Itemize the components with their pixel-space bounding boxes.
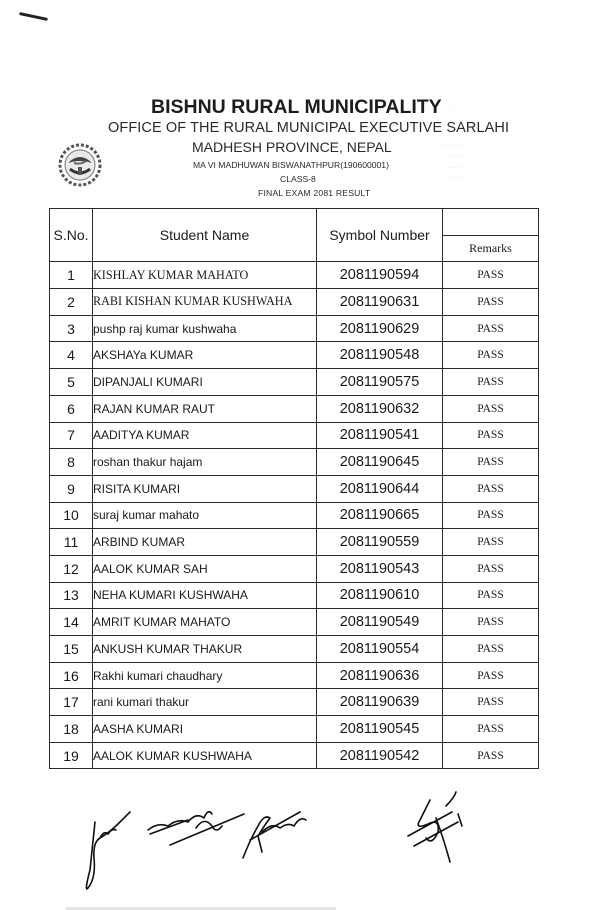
table-row xyxy=(50,395,539,422)
row-remarks: PASS xyxy=(443,289,539,316)
row-student-name: AALOK KUMAR SAH xyxy=(93,555,317,582)
row-sno: 11 xyxy=(50,529,93,556)
row-remarks: PASS xyxy=(443,475,539,502)
row-symbol-number: 2081190542 xyxy=(317,742,443,769)
row-symbol-number: 2081190629 xyxy=(317,315,443,342)
row-student-name: rani kumari thakur xyxy=(93,689,317,716)
table-row xyxy=(50,716,539,743)
row-student-name: ANKUSH KUMAR THAKUR xyxy=(93,636,317,663)
header-remarks: Remarks xyxy=(443,235,539,262)
table-row xyxy=(50,662,539,689)
row-symbol-number: 2081190543 xyxy=(317,555,443,582)
row-remarks: PASS xyxy=(443,582,539,609)
table-row xyxy=(50,342,539,369)
class-label: CLASS-8 xyxy=(280,174,316,184)
table-row xyxy=(50,422,539,449)
row-remarks: PASS xyxy=(443,449,539,476)
svg-text:· ·: · · xyxy=(460,185,466,191)
row-student-name: KISHLAY KUMAR MAHATO xyxy=(93,262,317,289)
table-row xyxy=(50,502,539,529)
row-sno: 1 xyxy=(50,262,93,289)
row-student-name: NEHA KUMARI KUSHWAHA xyxy=(93,582,317,609)
row-symbol-number: 2081190665 xyxy=(317,502,443,529)
row-remarks: PASS xyxy=(443,342,539,369)
row-sno: 6 xyxy=(50,395,93,422)
table-row xyxy=(50,742,539,769)
table-row xyxy=(50,636,539,663)
row-sno: 3 xyxy=(50,315,93,342)
pen-mark xyxy=(19,12,48,21)
row-symbol-number: 2081190594 xyxy=(317,262,443,289)
table-row xyxy=(50,689,539,716)
nepal-emblem-icon xyxy=(58,143,102,187)
svg-text:··· · ·: ··· · · xyxy=(450,165,464,171)
row-sno: 2 xyxy=(50,289,93,316)
row-remarks: PASS xyxy=(443,636,539,663)
row-student-name: RABI KISHAN KUMAR KUSHWAHA xyxy=(93,289,317,316)
row-remarks: PASS xyxy=(443,662,539,689)
row-sno: 19 xyxy=(50,742,93,769)
row-sno: 14 xyxy=(50,609,93,636)
table-row xyxy=(50,315,539,342)
signatures-area xyxy=(0,790,614,900)
svg-text:··· ·· ··: ··· ·· ·· xyxy=(448,175,466,181)
row-student-name: DIPANJALI KUMARI xyxy=(93,369,317,396)
table-row xyxy=(50,475,539,502)
row-sno: 15 xyxy=(50,636,93,663)
row-symbol-number: 2081190541 xyxy=(317,422,443,449)
row-symbol-number: 2081190575 xyxy=(317,369,443,396)
header-symbol-number: Symbol Number xyxy=(317,209,443,262)
province-name: MADHESH PROVINCE, NEPAL xyxy=(192,139,392,155)
row-remarks: PASS xyxy=(443,609,539,636)
row-remarks: PASS xyxy=(443,689,539,716)
row-student-name: AALOK KUMAR KUSHWAHA xyxy=(93,742,317,769)
row-student-name: AASHA KUMARI xyxy=(93,716,317,743)
row-remarks: PASS xyxy=(443,262,539,289)
row-symbol-number: 2081190632 xyxy=(317,395,443,422)
row-symbol-number: 2081190639 xyxy=(317,689,443,716)
row-student-name: AMRIT KUMAR MAHATO xyxy=(93,609,317,636)
svg-text:· ·: · · xyxy=(460,115,466,121)
signature-1-icon xyxy=(86,812,130,889)
row-symbol-number: 2081190631 xyxy=(317,289,443,316)
row-symbol-number: 2081190548 xyxy=(317,342,443,369)
row-symbol-number: 2081190549 xyxy=(317,609,443,636)
header-remarks-blank xyxy=(443,209,539,236)
row-sno: 18 xyxy=(50,716,93,743)
row-sno: 13 xyxy=(50,582,93,609)
row-student-name: AKSHAYa KUMAR xyxy=(93,342,317,369)
table-row xyxy=(50,262,539,289)
row-sno: 5 xyxy=(50,369,93,396)
row-student-name: RISITA KUMARI xyxy=(93,475,317,502)
table-row xyxy=(50,449,539,476)
row-sno: 17 xyxy=(50,689,93,716)
svg-text:·· ·· ··· ··: ·· ·· ··· ·· xyxy=(440,143,463,149)
row-sno: 7 xyxy=(50,422,93,449)
table-row xyxy=(50,609,539,636)
row-remarks: PASS xyxy=(443,716,539,743)
result-table xyxy=(49,208,539,769)
table-row xyxy=(50,555,539,582)
row-remarks: PASS xyxy=(443,315,539,342)
school-name: MA VI MADHUWAN BISWANATHPUR(190600001) xyxy=(193,160,389,170)
svg-text:· · ·: · · · xyxy=(450,103,460,109)
row-remarks: PASS xyxy=(443,529,539,556)
row-symbol-number: 2081190610 xyxy=(317,582,443,609)
table-row xyxy=(50,369,539,396)
row-student-name: RAJAN KUMAR RAUT xyxy=(93,395,317,422)
row-student-name: Rakhi kumari chaudhary xyxy=(93,662,317,689)
row-remarks: PASS xyxy=(443,555,539,582)
row-remarks: PASS xyxy=(443,742,539,769)
signature-3-icon xyxy=(243,817,270,858)
table-row xyxy=(50,289,539,316)
table-row xyxy=(50,529,539,556)
row-symbol-number: 2081190545 xyxy=(317,716,443,743)
official-stamp-icon xyxy=(420,97,485,192)
row-student-name: pushp raj kumar kushwaha xyxy=(93,315,317,342)
row-symbol-number: 2081190554 xyxy=(317,636,443,663)
row-student-name: suraj kumar mahato xyxy=(93,502,317,529)
row-sno: 9 xyxy=(50,475,93,502)
row-remarks: PASS xyxy=(443,422,539,449)
row-sno: 10 xyxy=(50,502,93,529)
row-symbol-number: 2081190559 xyxy=(317,529,443,556)
header-student-name: Student Name xyxy=(93,209,317,262)
municipality-title: BISHNU RURAL MUNICIPALITY xyxy=(151,96,442,118)
row-remarks: PASS xyxy=(443,369,539,396)
svg-text:··· · ·· ·: ··· · ·· · xyxy=(448,153,467,159)
row-remarks: PASS xyxy=(443,395,539,422)
row-sno: 16 xyxy=(50,662,93,689)
row-student-name: AADITYA KUMAR xyxy=(93,422,317,449)
row-sno: 8 xyxy=(50,449,93,476)
row-student-name: roshan thakur hajam xyxy=(93,449,317,476)
row-remarks: PASS xyxy=(443,502,539,529)
office-name: OFFICE OF THE RURAL MUNICIPAL EXECUTIVE SARLAHI xyxy=(108,120,510,136)
table-row xyxy=(50,582,539,609)
row-student-name: ARBIND KUMAR xyxy=(93,529,317,556)
row-symbol-number: 2081190636 xyxy=(317,662,443,689)
row-sno: 4 xyxy=(50,342,93,369)
row-sno: 12 xyxy=(50,555,93,582)
header-sno: S.No. xyxy=(50,209,93,262)
row-symbol-number: 2081190645 xyxy=(317,449,443,476)
signature-2-icon xyxy=(148,812,212,830)
row-symbol-number: 2081190644 xyxy=(317,475,443,502)
exam-title: FINAL EXAM 2081 RESULT xyxy=(258,188,371,198)
